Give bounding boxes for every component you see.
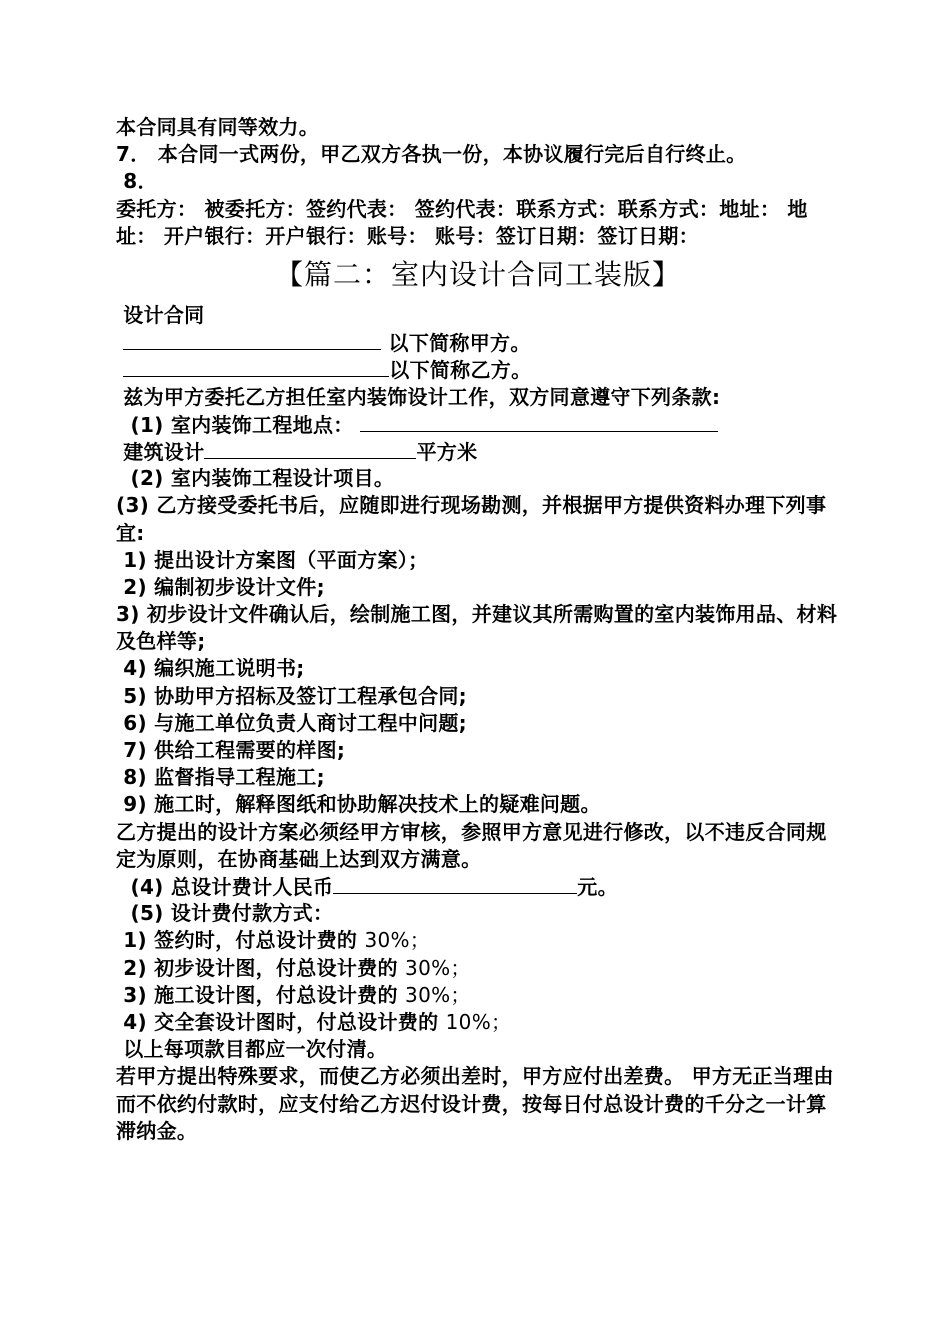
payment-1-text: 1) 签约时，付总设计费的 xyxy=(116,928,365,953)
contract-title: 设计合同 xyxy=(116,302,205,327)
clause-1: (1) 室内装饰工程地点： xyxy=(116,412,354,437)
item-8: 8) 监督指导工程施工; xyxy=(116,765,325,790)
item-1: 1) 提出设计方案图（平面方案）； xyxy=(116,547,429,572)
payment-2 xyxy=(116,955,840,982)
clause-2: (2) 室内装饰工程设计项目。 xyxy=(116,466,395,491)
party-b-line xyxy=(116,356,840,383)
clause-4: (4) 总设计费计人民币 xyxy=(116,875,334,900)
payment-3-percent: 30%； xyxy=(405,982,471,1007)
item-2: 2) 编制初步设计文件; xyxy=(116,574,325,599)
fee-unit: 元。 xyxy=(577,875,618,900)
payment-3-text: 3) 施工设计图，付总设计费的 xyxy=(116,982,406,1007)
area-unit: 平方米 xyxy=(416,439,478,464)
item-5: 5) 协助甲方招标及签订工程承包合同; xyxy=(116,683,467,708)
party-b-label: 以下简称乙方。 xyxy=(389,358,532,383)
party-a-blank[interactable] xyxy=(123,329,381,350)
item-3: 3) 初步设计文件确认后，绘制施工图，并建议其所需购置的室内装饰用品、材料及色样等; xyxy=(116,602,838,654)
item-7: 7) 供给工程需要的样图; xyxy=(116,738,346,763)
clause-3: (3) 乙方接受委托书后，应随即进行现场勘测，并根据甲方提供资料办理下列事宜: xyxy=(116,493,827,545)
clause-equal-effect: 本合同具有同等效力。 xyxy=(116,115,319,139)
party-a-line xyxy=(116,329,840,356)
clause-5: (5) 设计费付款方式： xyxy=(116,901,334,926)
payment-2-text: 2) 初步设计图，付总设计费的 xyxy=(116,955,406,980)
area-line xyxy=(116,438,840,465)
party-b-blank[interactable] xyxy=(123,356,389,377)
payment-2-percent: 30%； xyxy=(405,955,471,980)
clause-1-line xyxy=(116,411,840,438)
item-6: 6) 与施工单位负责人商讨工程中问题; xyxy=(116,710,467,735)
travel-clause: 若甲方提出特殊要求，而使乙方必须出差时，甲方应付出差费。 甲方无正当理由而不依约付款时，应支付给乙方迟付设计费，按每日付总设计费的千分之一计算滞纳金。 xyxy=(116,1064,834,1143)
clause-8: 8． xyxy=(116,169,158,194)
payment-4-percent: 10%； xyxy=(445,1009,512,1034)
fee-blank[interactable] xyxy=(333,873,577,894)
item-9: 9) 施工时，解释图纸和协助解决技术上的疑难问题。 xyxy=(116,792,601,817)
payment-4-text: 4) 交全套设计图时，付总设计费的 xyxy=(116,1009,446,1034)
intro-text: 兹为甲方委托乙方担任室内装饰设计工作，双方同意遵守下列条款: xyxy=(116,384,721,409)
clause-4-line xyxy=(116,873,840,900)
document-page xyxy=(116,114,840,1145)
party-a-label: 以下简称甲方。 xyxy=(388,331,531,356)
pay-once-text: 以上每项款目都应一次付清。 xyxy=(116,1037,388,1062)
section-heading: 【篇二：室内设计合同工装版】 xyxy=(274,257,681,291)
signature-fields: 委托方： 被委托方：签约代表： 签约代表：联系方式：联系方式：地址： 地址： 开户银行：开户银行：账号： 账号：签订日期：签订日期： xyxy=(116,196,808,248)
clause-7: 7． 本合同一式两份，甲乙双方各执一份，本协议履行完后自行终止。 xyxy=(116,142,747,167)
payment-1 xyxy=(116,927,840,954)
item-4: 4) 编织施工说明书; xyxy=(116,656,305,681)
payment-3 xyxy=(116,982,840,1009)
area-label: 建筑设计 xyxy=(116,439,205,464)
payment-4 xyxy=(116,1009,840,1036)
location-blank[interactable] xyxy=(360,411,718,432)
area-blank[interactable] xyxy=(204,438,416,459)
payment-1-percent: 30%； xyxy=(364,928,431,953)
approval-text: 乙方提出的设计方案必须经甲方审核，参照甲方意见进行修改，以不违反合同规定为原则，在协商基础上达到双方满意。 xyxy=(116,819,827,871)
